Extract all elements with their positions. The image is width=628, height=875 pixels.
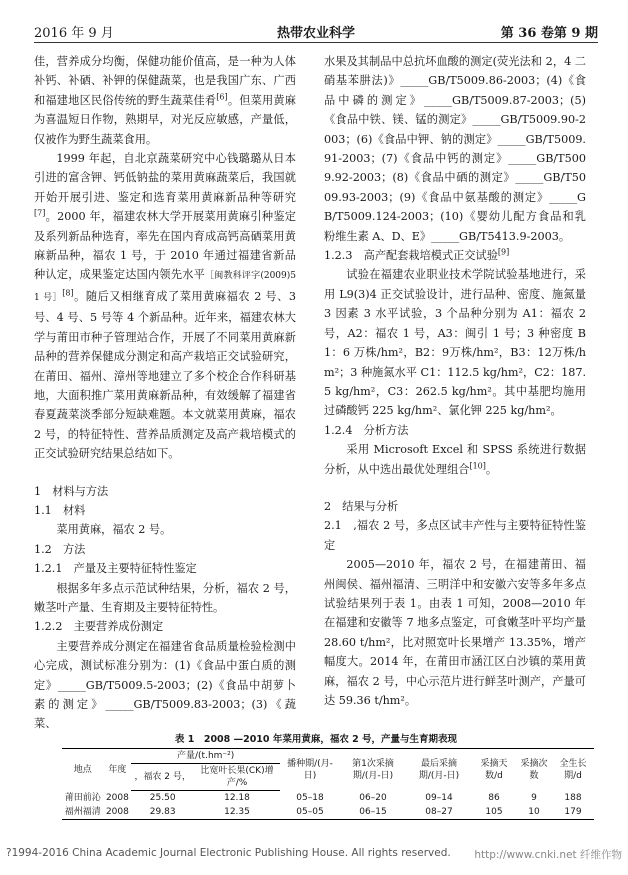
paragraph: 佳，营养成分均衡，保健功能价值高，是一种为人体补钙、补硒、补钾的保健蔬菜，也是我国广东、广西和福建地区民俗传统的野生蔬菜佳肴[6]。但菜用黄麻为喜温短日作物，熟期早，对光反应敏感，产量低，仅被作为野生蔬菜食用。 — [34, 55, 296, 146]
section-heading: 2 结果与分析 — [324, 499, 399, 513]
table-caption: 表 1 2008 —2010 年菜用黄麻，福农 2 号，产量与生育期表现 — [174, 734, 458, 745]
subsubsection-heading: 1.2.4 分析方法 — [324, 423, 409, 437]
subsection-heading: 1.1 材料 — [34, 503, 86, 517]
col-header-year: 年度 — [103, 749, 131, 791]
col-header-growth-period: 全生长期/d — [552, 749, 594, 791]
col-header-first-harvest: 第1次采摘期/(月-日) — [340, 749, 406, 791]
header-journal-title: 热带农业科学 — [276, 26, 355, 41]
subsection-heading: 2.1 ,福农 2 号，多点区试丰产性与主要特征特性鉴定 — [324, 519, 586, 552]
col-header-sowing: 播种期/(月-日) — [280, 749, 340, 791]
copyright-footer — [6, 847, 622, 859]
col-header-harvest-days: 采摘天数/d — [472, 749, 516, 791]
section-heading: 1 材料与方法 — [34, 484, 109, 498]
paragraph: 1999 年起，自北京蔬菜研究中心钱璐璐从日本引进的富含钾、钙低钠盐的菜用黄麻蔬菜后，我国就开始开展引进、鉴定和选育菜用黄麻新品种等研究[7]。2000 年，福建农林大学开展菜用黄麻引种鉴定及系列新品种选育，率先在国内育成高钙高硒菜用黄麻新品种，福农 1 号，于 2010 年通过福建省新品种认定，成果鉴定达国内领先水平［闽教科评字(2009)51 号］[8]。随后又相继育成了菜用黄麻福农 2 号、3 号、4 号、5 号等 4 个新品种。近年来，福建农林大学与莆田市种子管理站合作，开展了不同菜用黄麻新品种的营养保健成分测定和高产栽培正交试验研究，在莆田、福州、漳州等地建立了多个校企合作科研基地，大面积推广菜用黄麻新品种，有效缓解了福建省春夏蔬菜淡季部分短缺难题。本文就菜用黄麻，福农 2 号，的特征特性、营养品质测定及高产栽培模式的正交试验研究结果总结如下。 — [34, 152, 296, 461]
copyright-text: ?1994-2016 China Academic Journal Electronic Publishing House. All rights reserved. — [6, 847, 451, 859]
paragraph: 主要营养成分测定在福建省食品质量检验检测中心完成，测试标准分别为：(1)《食品中蛋白质的测定》_____GB/T5009.5-2003；(2)《食品中胡萝卜素的测定》_____GB/T5009.83-2003；(3)《蔬菜、 — [34, 639, 296, 731]
paragraph: 试验在福建农业职业技术学院试验基地进行，采用 L9(3)4 正交试验设计，进行品种、密度、施氮量 3 因素 3 水平试验，3 个品种分别为 A1：福农 2 号，A2：福农 1 号，A3：闽引 1 号；3 种密度 B1：6 万株/hm²，B2：9万株/hm²，B3：12万株/hm²；3 种施氮水平 C1：112.5 kg/hm²，C2：187.5 kg/hm²，C3：262.5 kg/hm²。其中基肥均施用过磷酸钙 225 kg/hm²、氯化钾 225 kg/hm²。 — [324, 268, 586, 418]
col-header-last-harvest: 最后采摘期/(月-日) — [406, 749, 472, 791]
paragraph: 菜用黄麻，福农 2 号。 — [56, 523, 172, 537]
header-date: 2016 年 9 月 — [34, 26, 114, 41]
table-row: 福州福清 2008 29.83 12.35 05–05 06–15 08–27 105 10 179 — [62, 805, 594, 820]
header-rule — [34, 42, 598, 43]
col-header-location: 地点 — [62, 749, 103, 791]
header-volume: 第 36 卷第 9 期 — [500, 26, 598, 41]
subsection-heading: 1.2 方法 — [34, 542, 86, 556]
paragraph: 采用 Microsoft Excel 和 SPSS 系统进行数据分析，从中选出最优处理组合[10]。 — [324, 443, 586, 476]
col-header-yield-fn2: ，福农 2 号， — [131, 764, 194, 791]
right-column — [324, 52, 586, 710]
footer-url: http://www.cnki.net 纤维作物 — [474, 849, 622, 861]
subsubsection-heading: 1.2.3 高产配套栽培模式正交试验[9] — [324, 247, 510, 263]
paragraph: 2005—2010 年，福农 2 号，在福建莆田、福州闽侯、福州福清、三明洋中和安徽六安等多年多点试验结果列于表 1。由表 1 可知，2008—2010 年在福建和安徽等 7 地多点鉴定，可食嫩茎叶平均产量 28.60 t/hm²，比对照宽叶长果增产 13.35%，增产幅度大。2014 年，在莆田市涵江区白沙镇的菜用黄麻，福农 2 号，中心示范片进行鲜茎叶测产，产量可达 59.36 t/hm²。 — [324, 558, 586, 707]
paragraph: 水果及其制品中总抗坏血酸的测定(荧光法和 2，4 二硝基苯肼法)》_____GB/T5009.86-2003；(4)《食品中磷的测定》_____GB/T5009.87-2003；(5)《食品中铁、镁、锰的测定》_____GB/T5009.90-2003；(6)《食品中钾、钠的测定》_____GB/T5009.91-2003；(7)《食品中钙的测定》_____GB/T5009.92-2003；(8)《食品中硒的测定》_____GB/T5009.93-2003；(9)《食品中氨基酸的测定》_____GB/T5009.124-2003；(10)《婴幼儿配方食品和乳粉维生素 A、D、E》_____GB/T5413.9-2003。 — [324, 55, 586, 243]
running-header — [34, 22, 598, 42]
table-row: 莆田前沁 2008 25.50 12.18 05–18 06–20 09–14 86 9 188 — [64, 792, 582, 803]
yield-table — [62, 748, 594, 820]
paragraph: 根据多年多点示范试种结果，分析，福农 2 号，嫩茎叶产量、生育期及主要特征特性。 — [34, 581, 296, 614]
col-header-harvest-times: 采摘次数 — [516, 749, 552, 791]
left-column — [34, 52, 296, 734]
subsubsection-heading: 1.2.1 产量及主要特征特性鉴定 — [34, 562, 197, 576]
subsubsection-heading: 1.2.2 主要营养成份测定 — [34, 620, 164, 634]
col-header-yield-increase: 比宽叶长果(CK)增产/% — [194, 764, 280, 791]
col-header-yield-group: 产量/(t.hm⁻²) — [131, 749, 280, 764]
